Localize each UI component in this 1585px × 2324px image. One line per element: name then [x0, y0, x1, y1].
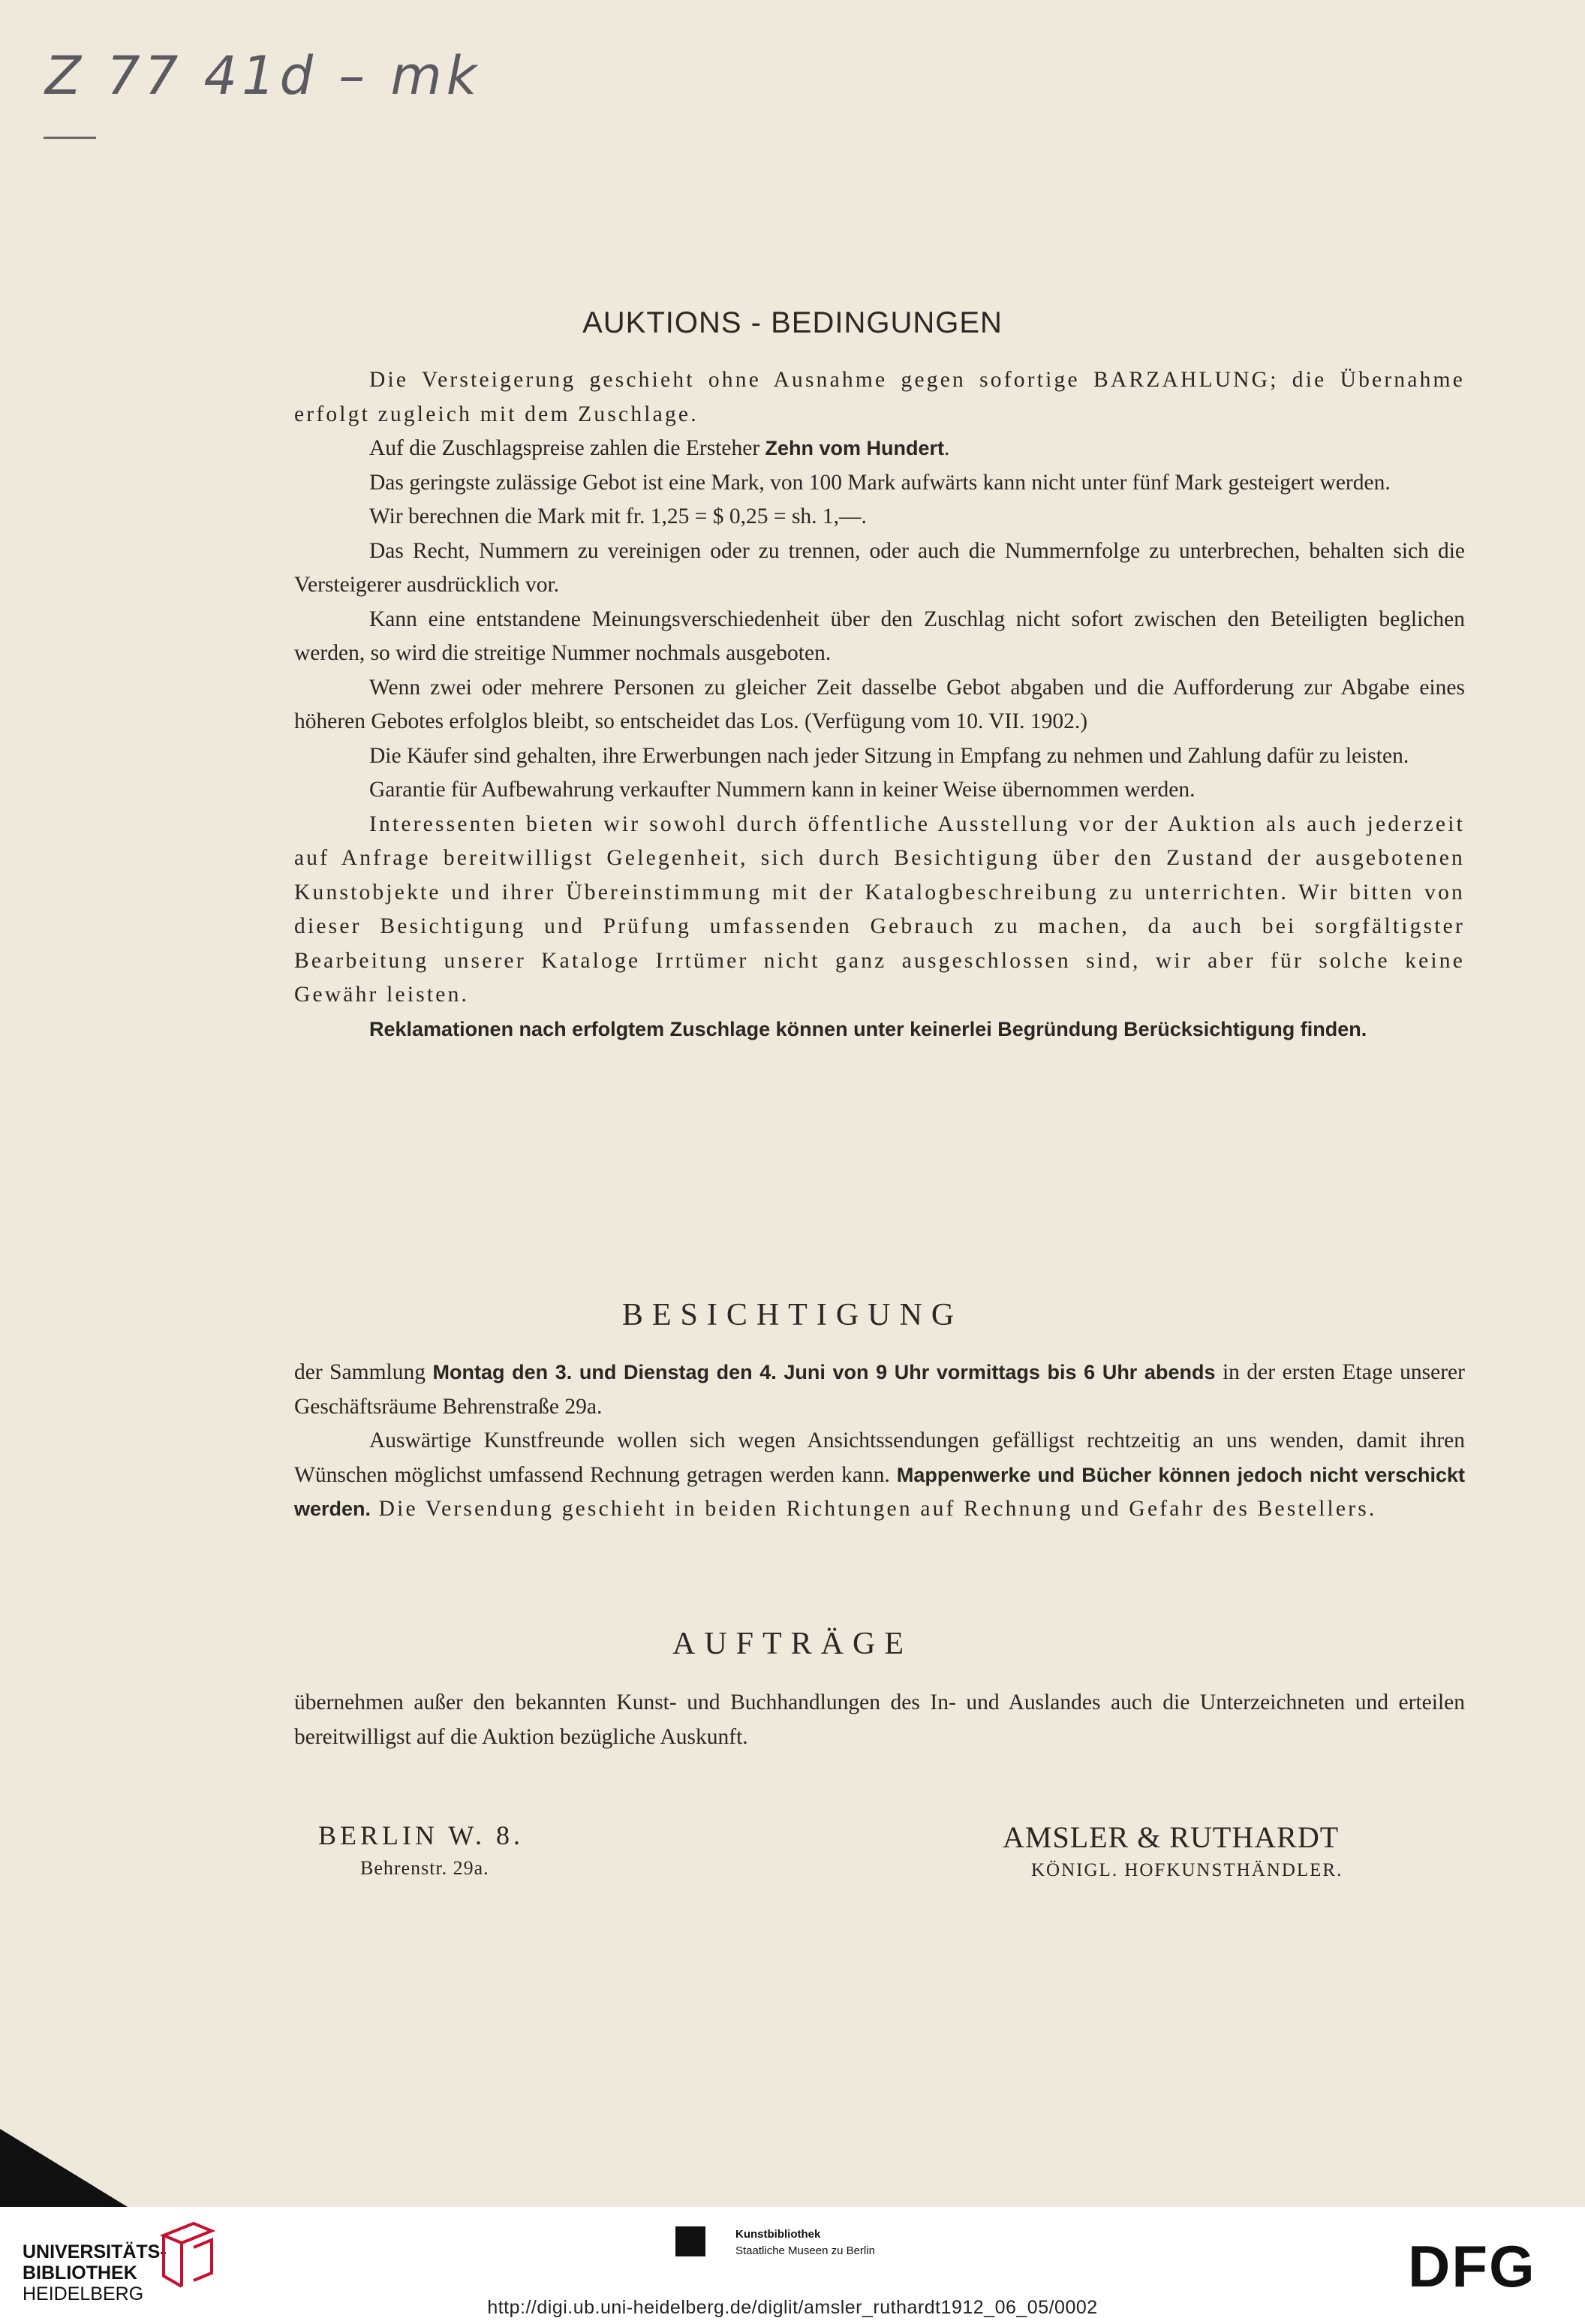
bold-text: Mappenwerke und Bücher können jedoch nicht verschickt werden. [294, 1463, 1465, 1520]
text-span: . [944, 436, 950, 460]
footer-street: Behrenstr. 29a. [360, 1857, 489, 1879]
terms-paragraph: Die Versteigerung geschieht ohne Ausnahme gegen sofortige BARZAHLUNG; die Übernahme erfolgt zugleich mit dem Zuschlage. [294, 368, 1465, 426]
ub-line: HEIDELBERG [23, 2283, 144, 2304]
terms-title: AUKTIONS - BEDINGUNGEN [582, 306, 1003, 339]
handwritten-shelfmark: Z 77 41d – mk [45, 45, 482, 107]
ub-line: BIBLIOTHEK [23, 2262, 137, 2283]
terms-paragraph [294, 1013, 1465, 1047]
footer-firm: AMSLER & RUTHARDT [1003, 1820, 1340, 1854]
footer-firm-subtitle: KÖNIGL. HOFKUNSTHÄNDLER. [1031, 1860, 1343, 1880]
orders-title: AUFTRÄGE [672, 1627, 913, 1661]
dfg-logo[interactable]: DFG [1408, 2233, 1536, 2299]
viewing-paragraph [294, 1356, 1465, 1424]
text-span: Auf die Zuschlagspreise zahlen die Ersteher [369, 436, 765, 460]
ub-heidelberg-logo-text[interactable] [23, 2241, 167, 2304]
orders-paragraph: übernehmen außer den bekannten Kunst- und Buchhandlungen des In- und Auslandes auch die Unterzeichneten und erteilen bereitwilligst auf die Auktion bezügliche Auskunft. [294, 1690, 1465, 1749]
footer-city: BERLIN W. 8. [318, 1820, 525, 1850]
kb-line: Kunstbibliothek [735, 2228, 821, 2241]
ub-heidelberg-logo-icon[interactable] [156, 2220, 219, 2289]
viewing-title: BESICHTIGUNG [621, 1298, 964, 1332]
text-span: Die Versendung geschieht in beiden Richtungen auf Rechnung und Gefahr des Bestellers. [371, 1497, 1377, 1521]
terms-body [294, 363, 1465, 1046]
text-span: Auswärtige Kunstfreunde wollen sich wegen Ansichtssendungen gefälligst rechtzeitig an uns wenden, damit ihren Wünschen möglichst umfassend Rechnung getragen werden kann. [294, 1428, 1465, 1487]
ub-line: UNIVERSITÄTS- [23, 2241, 167, 2262]
terms-paragraph: Die Käufer sind gehalten, ihre Erwerbungen nach jeder Sitzung in Empfang zu nehmen und Zahlung dafür zu leisten. [369, 743, 1409, 768]
terms-paragraph: Kann eine entstandene Meinungsverschiedenheit über den Zuschlag nicht sofort zwischen den Beteiligten beglichen werden, so wird die streitige Nummer nochmals ausgeboten. [294, 607, 1465, 665]
viewing-body [294, 1356, 1465, 1527]
terms-paragraph: Wenn zwei oder mehrere Personen zu gleicher Zeit dasselbe Gebot abgaben und die Aufforderung zur Abgabe eines höheren Gebotes erfolglos bleibt, so entscheidet das Los. (Verfügung vom 10. VII. 1902.) [294, 675, 1465, 733]
handwritten-underline [44, 137, 96, 139]
bold-text: Reklamationen nach erfolgtem Zuschlage können unter keinerlei Begründung Berücksichtigung finden. [369, 1017, 1367, 1040]
terms-paragraph: Das Recht, Nummern zu vereinigen oder zu trennen, oder auch die Nummernfolge zu unterbrechen, behalten sich die Versteigerer ausdrücklich vor. [294, 538, 1465, 597]
terms-paragraph: Das geringste zulässige Gebot ist eine Mark, von 100 Mark aufwärts kann nicht unter fünf Mark gesteigert werden. [369, 470, 1391, 495]
orders-body [294, 1686, 1465, 1754]
bold-text: Zehn vom Hundert [765, 437, 945, 459]
text-span: in der ersten Etage unserer Geschäftsräume Behrenstraße 29a. [294, 1360, 1465, 1419]
viewing-paragraph [294, 1424, 1465, 1527]
permalink-url[interactable]: http://digi.ub.uni-heidelberg.de/diglit/amsler_ruthardt1912_06_05/0002 [487, 2297, 1098, 2318]
terms-paragraph: Interessenten bieten wir sowohl durch öffentliche Ausstellung vor der Auktion als auch jederzeit auf Anfrage bereitwilligst Gelegenheit, sich durch Besichtigung über den Zustand der ausgebotenen Kunstobjekte und ihrer Übereinstimmung mit der Katalogbeschreibung zu unterrichten. Wir bitten von dieser Besichtigung und Prüfung umfassenden Gebrauch zu machen, da auch bei sorgfältigster Bearbeitung unserer Kataloge Irrtümer nicht ganz ausgeschlossen sind, wir aber für solche keine Gewähr leisten. [294, 811, 1465, 1007]
bold-text: Montag den 3. und Dienstag den 4. Juni von 9 Uhr vormittags bis 6 Uhr abends [432, 1361, 1216, 1383]
text-span: der Sammlung [294, 1360, 433, 1384]
kunstbibliothek-logo-icon[interactable] [675, 2226, 705, 2256]
page-corner-shadow [0, 2129, 128, 2207]
terms-paragraph: Wir berechnen die Mark mit fr. 1,25 = $ 0,25 = sh. 1,—. [369, 504, 867, 528]
kunstbibliothek-logo-text[interactable] [735, 2226, 875, 2259]
terms-paragraph: Garantie für Aufbewahrung verkaufter Nummern kann in keiner Weise übernommen werden. [369, 778, 1196, 802]
terms-paragraph [294, 432, 1465, 466]
kb-line: Staatliche Museen zu Berlin [735, 2244, 875, 2257]
